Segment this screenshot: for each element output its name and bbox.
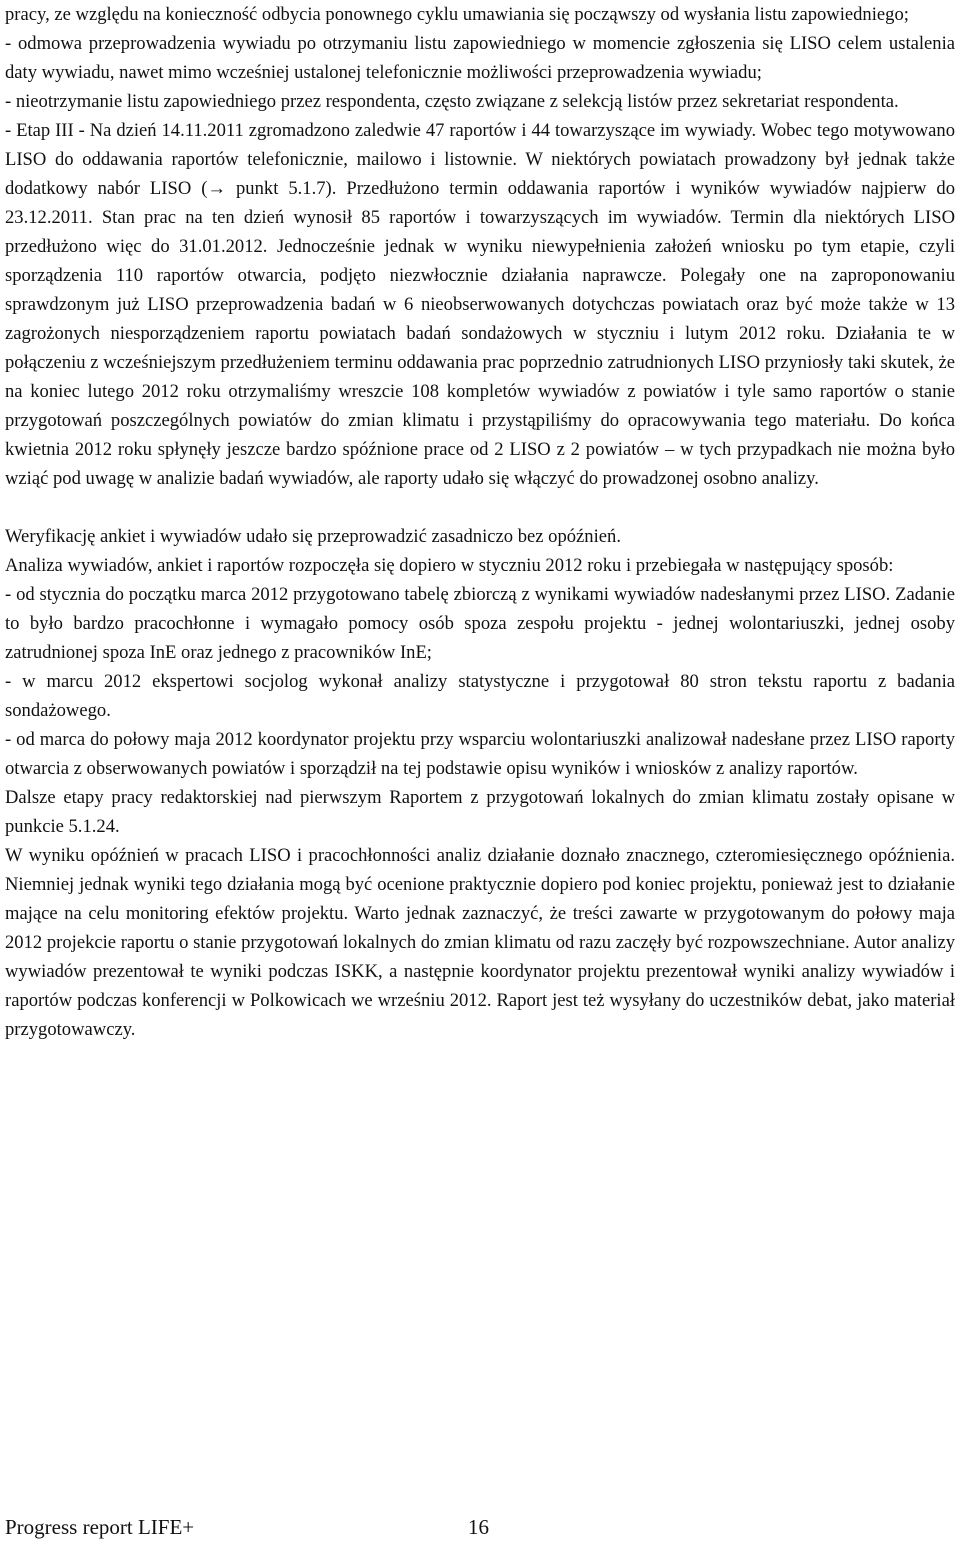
paragraph-analysis-step-1: - od stycznia do początku marca 2012 przygotowano tabelę zbiorczą z wynikami wywiadów nadesłanymi przez LISO. Zadanie to było bardzo pracochłonne i wymagało pomocy osób spoza zespołu projektu - jednej wolontariuszki, jednej osoby zatrudnionej spoza InE oraz jednego z pracowników InE;: [5, 584, 955, 663]
footer-report-title: Progress report LIFE+: [5, 1515, 195, 1539]
paragraph-analysis-intro: Analiza wywiadów, ankiet i raportów rozpoczęła się dopiero w styczniu 2012 roku i przebiegała w następujący sposób:: [5, 555, 894, 576]
paragraph-letter-item: - nieotrzymanie listu zapowiedniego przez respondenta, często związane z selekcją listów przez sekretariat respondenta.: [5, 91, 899, 112]
paragraph-refusal-item: - odmowa przeprowadzenia wywiadu po otrzymaniu listu zapowiedniego w momencie zgłoszenia się LISO celem ustalenia daty wywiadu, nawet mimo wcześniej ustalonej telefonicznie możliwości przeprowadzenia wywiadu;: [5, 33, 955, 83]
document-body: [5, 0, 955, 1044]
paragraph-verification: Weryfikację ankiet i wywiadów udało się przeprowadzić zasadniczo bez opóźnień.: [5, 526, 621, 547]
paragraph-intro-continuation: pracy, ze względu na konieczność odbycia ponownego cyklu umawiania się począwszy od wysłania listu zapowiedniego;: [5, 4, 909, 25]
paragraph-stage-three: - Etap III - Na dzień 14.11.2011 zgromadzono zaledwie 47 raportów i 44 towarzyszące im wywiady. Wobec tego motywowano LISO do oddawania raportów telefonicznie, mailowo i listownie. W niektórych powiatach prowadzony był jednak także dodatkowy nabór LISO (→ punkt 5.1.7). Przedłużono termin oddawania raportów i wyników wywiadów najpierw do 23.12.2011. Stan prac na ten dzień wynosił 85 raportów i towarzyszących im wywiadów. Termin dla niektórych LISO przedłużono więc do 31.01.2012. Jednocześnie jednak w wyniku niewypełnienia założeń wniosku po tym etapie, czyli sporządzenia 110 raportów otwarcia, podjęto niezwłocznie działania naprawcze. Polegały one na zaproponowaniu sprawdzonym już LISO przeprowadzenia badań w 6 nieobserwowanych dotychczas powiatach oraz być może także w 13 zagrożonych niesporządzeniem raportu powiatach badań sondażowych w styczniu i lutym 2012 roku. Działania te w połączeniu z wcześniejszym przedłużeniem terminu oddawania prac poprzednio zatrudnionych LISO przyniosły taki skutek, że na koniec lutego 2012 roku otrzymaliśmy wreszcie 108 kompletów wywiadów z powiatów i tyle samo raportów o stanie przygotowań poszczególnych powiatów do zmian klimatu i przystąpiliśmy do opracowywania tego materiału. Do końca kwietnia 2012 roku spłynęły jeszcze bardzo spóźnione prace od 2 LISO z 2 powiatów – w tych przypadkach nie można było wziąć pod uwagę w analizie badań wywiadów, ale raporty udało się włączyć do prowadzonej osobno analizy.: [5, 120, 955, 489]
page-number: 16: [468, 1515, 489, 1539]
paragraph-delay-summary: W wyniku opóźnień w pracach LISO i pracochłonności analiz działanie doznało znacznego, czteromiesięcznego opóźnienia. Niemniej jednak wyniki tego działania mogą być ocenione praktycznie dopiero pod koniec projektu, ponieważ jest to działanie mające na celu monitoring efektów projektu. Warto jednak zaznaczyć, że treści zawarte w przygotowanym do połowy maja 2012 projekcie raportu o stanie przygotowań lokalnych do zmian klimatu od razu zaczęły być rozpowszechniane. Autor analizy wywiadów prezentował te wyniki podczas ISKK, a następnie koordynator projektu prezentował wyniki analizy wywiadów i raportów podczas konferencji w Polkowicach we wrześniu 2012. Raport jest też wysyłany do uczestników debat, jako materiał przygotowawczy.: [5, 845, 955, 1040]
paragraph-further-stages: Dalsze etapy pracy redaktorskiej nad pierwszym Raportem z przygotowań lokalnych do zmian klimatu zostały opisane w punkcie 5.1.24.: [5, 787, 955, 837]
paragraph-analysis-step-2: - w marcu 2012 ekspertowi socjolog wykonał analizy statystyczne i przygotował 80 stron tekstu raportu z badania sondażowego.: [5, 671, 955, 721]
page-footer: [5, 1513, 955, 1541]
paragraph-spacer: [5, 493, 955, 522]
paragraph-analysis-step-3: - od marca do połowy maja 2012 koordynator projektu przy wsparciu wolontariuszki analizował nadesłane przez LISO raporty otwarcia z obserwowanych powiatów i sporządził na tej podstawie opisu wyników i wniosków z analizy raportów.: [5, 729, 955, 779]
